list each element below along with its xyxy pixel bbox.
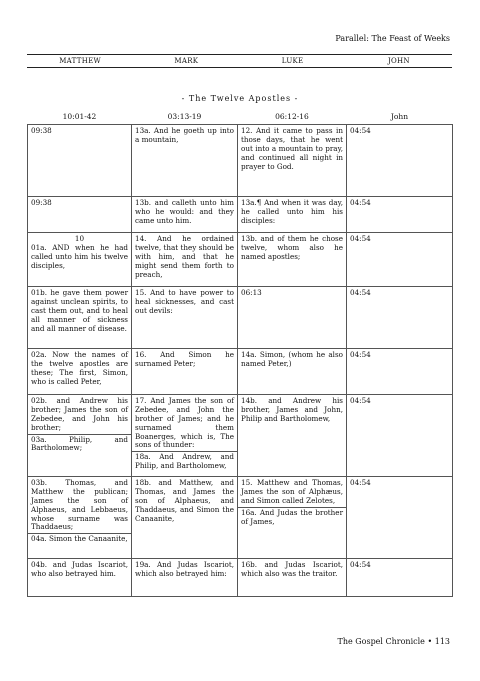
table-row bbox=[28, 394, 453, 476]
gospel-header-bar bbox=[27, 54, 452, 68]
gospel-matthew: MATTHEW bbox=[59, 57, 102, 65]
cell-mark: 18b. and Matthew, and Thomas, and James the son of Alphaeus, and Thaddaeus, and Simon the Canaanite, bbox=[132, 476, 238, 558]
page-header: Parallel: The Feast of Weeks bbox=[335, 34, 450, 43]
ref-mark: 03:13-19 bbox=[132, 110, 238, 124]
cell-luke: 13a.¶ And when it was day, he called unto him his disciples: bbox=[238, 196, 347, 232]
cell-luke: 14a. Simon, (whom he also named Peter,) bbox=[238, 348, 347, 394]
cell-john: 04:54 bbox=[347, 232, 453, 286]
verse-text: 03b. Thomas, and Matthew the publican; James the son of Alphaeus, and Lebbaeus, whose surname was Thaddaeus; bbox=[31, 477, 128, 532]
chapter-number: 10 bbox=[74, 233, 85, 243]
cell-matthew: 09:38 bbox=[28, 124, 132, 196]
verse-text: 17. And James the son of Zebedee, and John the brother of James; and he surnamed them Boanerges, which is, The sons of thunder: bbox=[135, 395, 234, 450]
verse-text: 03a. Philip, and Bartholomew; bbox=[28, 434, 131, 454]
verse-text: 18a. And Andrew, and Philip, and Bartholomew, bbox=[132, 451, 237, 471]
cell-john: 04:54 bbox=[347, 196, 453, 232]
cell-john: 04:54 bbox=[347, 124, 453, 196]
section-title: - The Twelve Apostles - bbox=[181, 94, 299, 103]
cell-matthew bbox=[28, 394, 132, 476]
cell-mark: 13a. And he goeth up into a mountain, bbox=[132, 124, 238, 196]
cell-matthew bbox=[28, 476, 132, 558]
ref-matthew: 10:01-42 bbox=[28, 110, 132, 124]
cell-matthew: 02a. Now the names of the twelve apostles are these; The first, Simon, who is called Peter, bbox=[28, 348, 132, 394]
page-footer: The Gospel Chronicle • 113 bbox=[337, 637, 450, 646]
verse-text: 02b. and Andrew his brother; James the son of Zebedee, and John his brother; bbox=[31, 395, 128, 432]
table-row bbox=[28, 124, 453, 196]
verse-text: 16a. And Judas the brother of James, bbox=[238, 507, 346, 527]
table-row bbox=[28, 348, 453, 394]
cell-matthew: 01b. he gave them power against unclean spirits, to cast them out, and to heal all manner of sickness and all manner of disease. bbox=[28, 286, 132, 348]
ref-luke: 06:12-16 bbox=[238, 110, 347, 124]
cell-mark: 19a. And Judas Iscariot, which also betrayed him: bbox=[132, 558, 238, 596]
cell-luke: 12. And it came to pass in those days, that he went out into a mountain to pray, and continued all night in prayer to God. bbox=[238, 124, 347, 196]
cell-mark bbox=[132, 394, 238, 476]
cell-john: 04:54 bbox=[347, 348, 453, 394]
gospel-mark: MARK bbox=[174, 57, 199, 65]
ref-john: John bbox=[347, 110, 453, 124]
verse-text: 04a. Simon the Canaanite, bbox=[28, 533, 131, 544]
cell-john: 04:54 bbox=[347, 394, 453, 476]
gospel-john: JOHN bbox=[387, 57, 410, 65]
table-row bbox=[28, 286, 453, 348]
cell-matthew: 09:38 bbox=[28, 196, 132, 232]
cell-mark: 15. And to have power to heal sicknesses, and cast out devils: bbox=[132, 286, 238, 348]
cell-matthew: 04b. and Judas Iscariot, who also betrayed him. bbox=[28, 558, 132, 596]
cell-luke: 16b. and Judas Iscariot, which also was the traitor. bbox=[238, 558, 347, 596]
gospel-luke: LUKE bbox=[281, 57, 304, 65]
cell-mark: 13b. and calleth unto him who he would: and they came unto him. bbox=[132, 196, 238, 232]
verse-text: 15. Matthew and Thomas, James the son of Alphæus, and Simon called Zelotes, bbox=[241, 477, 343, 505]
cell-john: 04:54 bbox=[347, 558, 453, 596]
cell-mark: 16. And Simon he surnamed Peter; bbox=[132, 348, 238, 394]
parallel-table bbox=[27, 110, 453, 597]
table-row bbox=[28, 232, 453, 286]
cell-john: 04:54 bbox=[347, 286, 453, 348]
cell-matthew bbox=[28, 232, 132, 286]
cell-luke: 06:13 bbox=[238, 286, 347, 348]
cell-luke: 14b. and Andrew his brother, James and John, Philip and Bartholomew, bbox=[238, 394, 347, 476]
cell-luke: 13b. and of them he chose twelve, whom also he named apostles; bbox=[238, 232, 347, 286]
table-row bbox=[28, 558, 453, 596]
reference-row bbox=[28, 110, 453, 124]
table-row bbox=[28, 476, 453, 558]
cell-mark: 14. And he ordained twelve, that they should be with him, and that he might send them forth to preach, bbox=[132, 232, 238, 286]
cell-luke bbox=[238, 476, 347, 558]
table-row bbox=[28, 196, 453, 232]
cell-john: 04:54 bbox=[347, 476, 453, 558]
verse-text: 01a. AND when he had called unto him his twelve disciples, bbox=[31, 242, 128, 270]
